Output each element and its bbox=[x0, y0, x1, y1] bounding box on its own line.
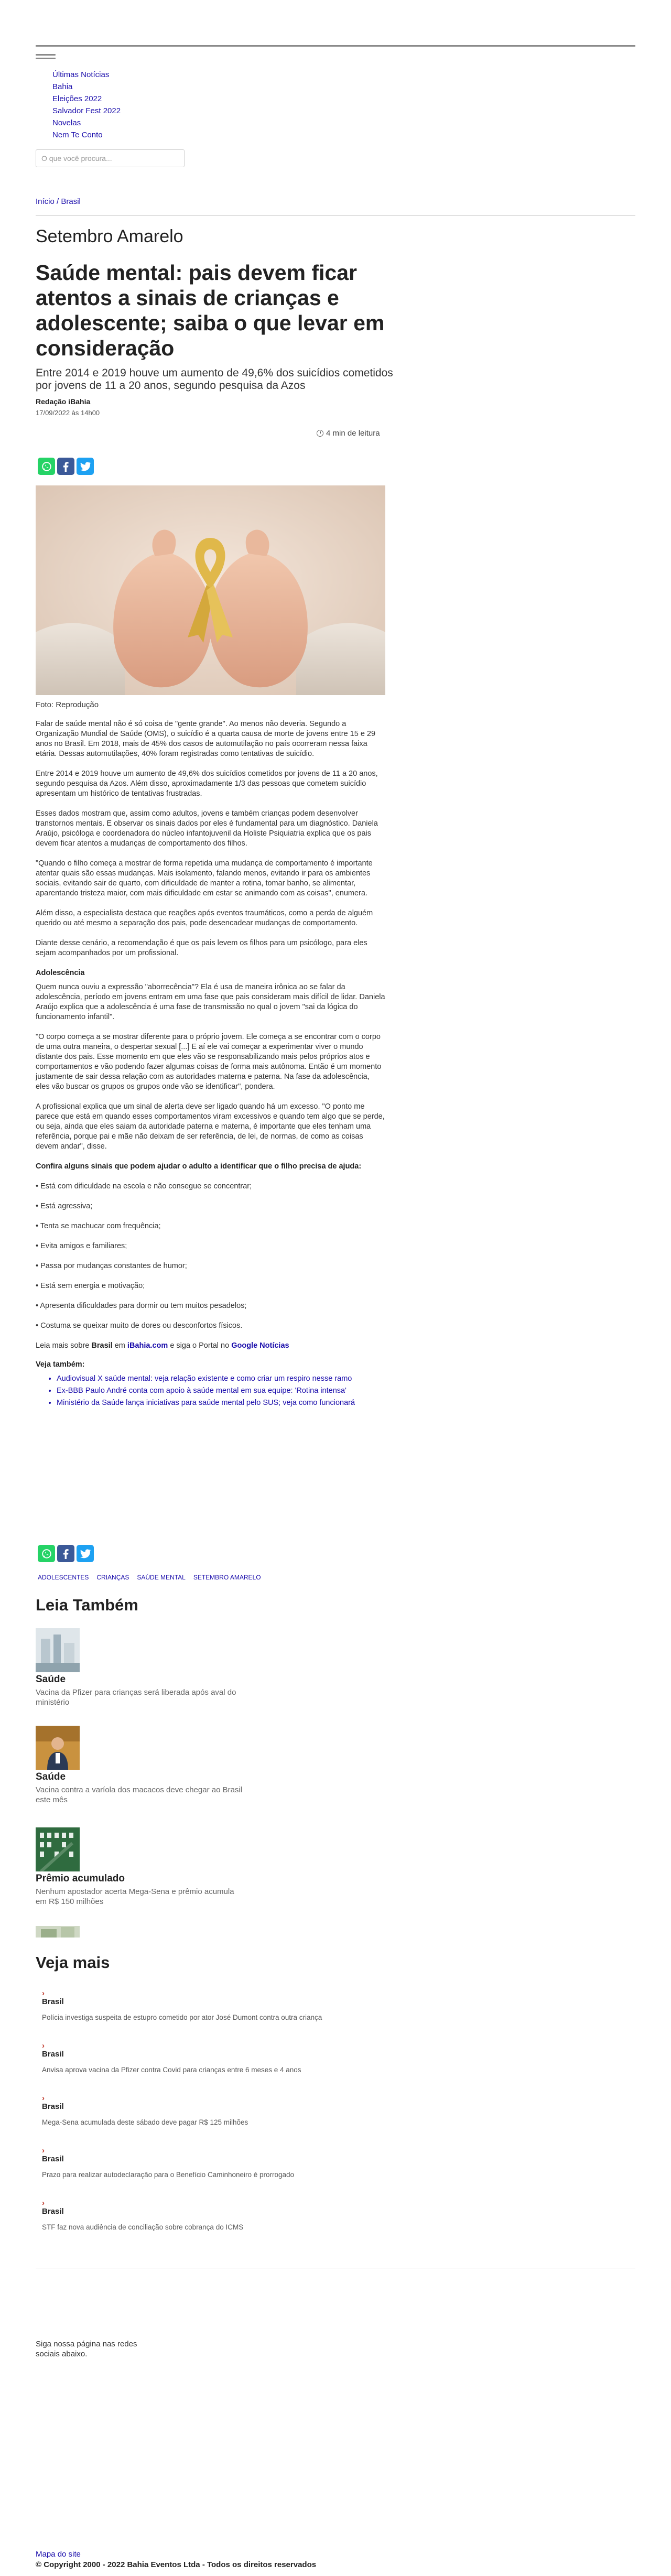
article-paragraph: Diante desse cenário, a recomendação é que os pais levem os filhos para um psicólogo, para eles sejam acompanhados por um profissional. bbox=[36, 939, 367, 957]
read-more-line bbox=[36, 1341, 385, 1351]
related-card[interactable] bbox=[36, 1628, 256, 1707]
list-item: • Passa por mudanças constantes de humor; bbox=[36, 1262, 187, 1270]
related-category: Prêmio acumulado bbox=[36, 1873, 125, 1884]
twitter-icon bbox=[80, 461, 91, 472]
list-item: • Apresenta dificuldades para dormir ou tem muitos pesadelos; bbox=[36, 1302, 247, 1310]
veja-mais-text[interactable]: Polícia investiga suspeita de estupro cometido por ator José Dumont contra outra criança bbox=[42, 2014, 322, 2021]
nav-item-salvador-fest[interactable] bbox=[52, 105, 121, 117]
tag-list bbox=[38, 1574, 261, 1581]
chevron-right-icon: › bbox=[42, 2146, 45, 2155]
nav-link[interactable]: Eleições 2022 bbox=[52, 94, 102, 103]
chevron-right-icon: › bbox=[42, 2041, 45, 2050]
breadcrumb-link[interactable]: Início / Brasil bbox=[36, 197, 81, 206]
veja-mais-category: Brasil bbox=[42, 1997, 64, 2006]
veja-mais-text[interactable]: STF faz nova audiência de conciliação sobre cobrança do ICMS bbox=[42, 2223, 244, 2231]
see-also-link[interactable]: Ministério da Saúde lança iniciativas para saúde mental pelo SUS; veja como funcionará bbox=[57, 1399, 355, 1407]
veja-mais-item[interactable] bbox=[42, 2147, 409, 2179]
article-subheading: Adolescência bbox=[36, 969, 85, 977]
brasil-link[interactable]: Brasil bbox=[91, 1341, 113, 1350]
article-paragraph: Entre 2014 e 2019 houve um aumento de 49,6% dos suicídios cometidos por jovens de 11 a 20 anos, segundo pesquisa da Azos. Além disso, aproximadamente 1/3 das pessoas que cometem suicídio apresentam um histórico de tentativas frustradas. bbox=[36, 770, 378, 798]
breadcrumb-divider bbox=[36, 215, 635, 216]
tag-link[interactable]: SAÚDE MENTAL bbox=[137, 1574, 186, 1581]
main-nav bbox=[52, 69, 121, 141]
article-paragraph: Esses dados mostram que, assim como adultos, jovens e também crianças podem desenvolver transtornos mentais. E observar os sinais dados por eles é fundamental para um diagnóstico. Daniela Araújo, psicóloga e coordenadora do núcleo infantojuvenil da Holiste Psiquiatria explica que os pais devem ficar atentos a mudanças de comportamento dos filhos. bbox=[36, 809, 378, 848]
nav-item-ultimas-noticias[interactable] bbox=[52, 69, 121, 81]
hands-ribbon-illustration bbox=[36, 485, 385, 695]
photo-caption: Foto: Reprodução bbox=[36, 700, 99, 709]
tag-link[interactable]: ADOLESCENTES bbox=[38, 1574, 89, 1581]
facebook-share-button[interactable] bbox=[57, 1545, 74, 1562]
read-time-label: 4 min de leitura bbox=[326, 429, 380, 438]
tag-link[interactable]: CRIANÇAS bbox=[96, 1574, 129, 1581]
whatsapp-share-button[interactable] bbox=[38, 1545, 55, 1562]
related-thumbnail[interactable] bbox=[36, 1827, 80, 1871]
related-category: Saúde bbox=[36, 1771, 66, 1782]
veja-mais-item[interactable] bbox=[42, 2095, 409, 2126]
veja-mais-category: Brasil bbox=[42, 2102, 64, 2111]
nav-link[interactable]: Novelas bbox=[52, 118, 81, 127]
article-body bbox=[36, 719, 385, 1409]
whatsapp-icon bbox=[41, 461, 52, 472]
article-headline: Saúde mental: pais devem ficar atentos a sinais de crianças e adolescente; saiba o que levar em consideração bbox=[36, 261, 385, 360]
nav-item-novelas[interactable] bbox=[52, 117, 121, 129]
nav-link[interactable]: Últimas Notícias bbox=[52, 70, 110, 79]
list-item: • Costuma se queixar muito de dores ou desconfortos físicos. bbox=[36, 1322, 243, 1330]
nav-item-nem-te-conto[interactable] bbox=[52, 129, 121, 141]
chevron-right-icon: › bbox=[42, 2094, 45, 2103]
article-paragraph: "Quando o filho começa a mostrar de forma repetida uma mudança de comportamento é importante atentar quais são essas mudanças. Mais isolamento, falando menos, evitando ir para os ambientes sociais, evitando sair de quarto, com dificuldade de manter a rotina, tomar banho, se alimentar, aparentando tristeza maior, com mais dificuldade em estar se animando com as coisas", enumera. bbox=[36, 859, 373, 897]
chevron-right-icon: › bbox=[42, 1989, 45, 1998]
read-more-in: em bbox=[114, 1341, 125, 1350]
list-item: • Está com dificuldade na escola e não consegue se concentrar; bbox=[36, 1182, 252, 1190]
article-paragraph: "O corpo começa a se mostrar diferente para o próprio jovem. Ele começa a se encontrar com o corpo de uma outra maneira, o despertar sexual [...] E aí ele vai começar a experimentar viver o mundo distante dos pais. Esse momento em que eles vão se responsabilizando mais pelos próprios atos e comportamentos e vão podendo fazer algumas coisas de forma mais autônoma. Então é um momento justamente de sair dessa relação com as autoridades materna e paterna. Na fase da adolescência, eles vão buscar os grupos os grupos onde vão se identificar", pondera. bbox=[36, 1033, 382, 1091]
related-text[interactable]: Vacina da Pfizer para crianças será liberada após aval do ministério bbox=[36, 1688, 236, 1707]
menu-icon[interactable] bbox=[36, 54, 56, 62]
related-thumbnail[interactable] bbox=[36, 1628, 80, 1672]
whatsapp-share-button[interactable] bbox=[38, 458, 55, 475]
article-subtitle: Entre 2014 e 2019 houve um aumento de 49,6% dos suicídios cometidos por jovens de 11 a 20 anos, segundo pesquisa da Azos bbox=[36, 367, 393, 392]
social-follow-text: Siga nossa página nas redes sociais abaixo. bbox=[36, 2340, 137, 2358]
related-text[interactable]: Nenhum apostador acerta Mega-Sena e prêmio acumula em R$ 150 milhões bbox=[36, 1887, 234, 1906]
see-also-item[interactable] bbox=[57, 1385, 385, 1397]
related-thumbnail[interactable] bbox=[36, 1726, 80, 1770]
article-paragraph: A profissional explica que um sinal de alerta deve ser ligado quando há um excesso. "O ponto me parece que está em quando esses comportamentos viram excessivos e quando tem algo que se perde, ou seja, ainda que eles saiam da autoridade paterna e materna, é importante que eles tenham uma referência, porque pai e mãe não deixam de ser referência, de lei, de normas, de como as coisas devem andar", disse. bbox=[36, 1102, 385, 1151]
header-divider bbox=[36, 45, 635, 47]
see-also-item[interactable] bbox=[57, 1373, 385, 1385]
see-also-item[interactable] bbox=[57, 1397, 385, 1409]
facebook-icon bbox=[61, 1548, 71, 1560]
read-time bbox=[317, 429, 380, 438]
see-also-list bbox=[36, 1373, 385, 1409]
article-author: Redação iBahia bbox=[36, 397, 91, 406]
related-text[interactable]: Vacina contra a varíola dos macacos deve chegar ao Brasil este mês bbox=[36, 1785, 243, 1804]
twitter-share-button[interactable] bbox=[77, 1545, 94, 1562]
related-thumbnail-partial[interactable] bbox=[36, 1926, 80, 1938]
sitemap-link-wrap bbox=[36, 2550, 81, 2559]
veja-mais-item[interactable] bbox=[42, 1990, 409, 2021]
nav-item-bahia[interactable] bbox=[52, 81, 121, 93]
veja-mais-item[interactable] bbox=[42, 2042, 409, 2074]
veja-mais-item[interactable] bbox=[42, 2200, 409, 2231]
related-category: Saúde bbox=[36, 1674, 66, 1685]
list-item: • Tenta se machucar com frequência; bbox=[36, 1222, 161, 1230]
facebook-share-button[interactable] bbox=[57, 458, 74, 475]
veja-mais-category: Brasil bbox=[42, 2050, 64, 2059]
share-bar-top bbox=[38, 458, 94, 475]
list-heading: Confira alguns sinais que podem ajudar o adulto a identificar que o filho precisa de ajuda: bbox=[36, 1162, 362, 1171]
article-photo bbox=[36, 485, 385, 695]
twitter-icon bbox=[80, 1549, 91, 1559]
google-news-link[interactable]: Google Notícias bbox=[231, 1341, 289, 1350]
veja-mais-text[interactable]: Anvisa aprova vacina da Pfizer contra Covid para crianças entre 6 meses e 4 anos bbox=[42, 2066, 301, 2074]
ibahia-link[interactable]: iBahia.com bbox=[127, 1341, 168, 1350]
list-item: • Evita amigos e familiares; bbox=[36, 1242, 127, 1250]
clock-icon bbox=[317, 430, 323, 437]
search-input[interactable] bbox=[36, 149, 185, 167]
see-also-link[interactable]: Ex-BBB Paulo André conta com apoio à saúde mental em sua equipe: 'Rotina intensa' bbox=[57, 1387, 347, 1395]
nav-link[interactable]: Bahia bbox=[52, 82, 73, 91]
read-more-follow: e siga o Portal no bbox=[170, 1341, 230, 1350]
read-more-prefix: Leia mais sobre bbox=[36, 1341, 90, 1350]
twitter-share-button[interactable] bbox=[77, 458, 94, 475]
nav-link[interactable]: Nem Te Conto bbox=[52, 131, 103, 139]
veja-mais-category: Brasil bbox=[42, 2207, 64, 2216]
facebook-icon bbox=[61, 461, 71, 472]
tag-link[interactable]: SETEMBRO AMARELO bbox=[193, 1574, 261, 1581]
list-item: • Está agressiva; bbox=[36, 1202, 93, 1210]
veja-mais-category: Brasil bbox=[42, 2155, 64, 2163]
copyright: © Copyright 2000 - 2022 Bahia Eventos Ltda - Todos os direitos reservados bbox=[36, 2560, 317, 2569]
share-bar-bottom bbox=[38, 1545, 94, 1562]
article-paragraph: Além disso, a especialista destaca que reações após eventos traumáticos, como a perda de alguém querido ou até mesmo a separação dos pais, pode desencadear mudanças de comportamento. bbox=[36, 909, 373, 927]
see-also-link[interactable]: Audiovisual X saúde mental: veja relação existente e como criar um respiro nesse ramo bbox=[57, 1374, 352, 1383]
related-card[interactable] bbox=[36, 1827, 256, 1907]
article-paragraph: Falar de saúde mental não é só coisa de "gente grande". Ao menos não deveria. Segundo a Organização Mundial de Saúde (OMS), o suicídio é a quarta causa de morte de jovens entre 15 e 29 anos no Brasil. Em 2018, mais de 45% dos casos de automutilação no país ocorreram nessa faixa etária. Dessas automutilações, 40% foram registradas como tentativas de suicídio. bbox=[36, 720, 376, 758]
article-date: 17/09/2022 às 14h00 bbox=[36, 409, 100, 417]
breadcrumb bbox=[36, 197, 81, 206]
nav-item-eleicoes[interactable] bbox=[52, 93, 121, 105]
veja-mais-text[interactable]: Prazo para realizar autodeclaração para o Benefício Caminhoneiro é prorrogado bbox=[42, 2171, 295, 2179]
nav-link[interactable]: Salvador Fest 2022 bbox=[52, 106, 121, 115]
whatsapp-icon bbox=[41, 1548, 52, 1560]
article-paragraph: Quem nunca ouviu a expressão "aborrecência"? Ela é usa de maneira irônica ao se falar da adolescência, período em jovens entram em uma fase que pais consideram mais difícil de lidar. Daniela Araújo explica que a adolescência é uma fase de transmissão no qual o jovem "sai da lógica do funcionamento infantil". bbox=[36, 983, 385, 1021]
section-title: Setembro Amarelo bbox=[36, 226, 183, 246]
veja-mais-title: Veja mais bbox=[36, 1953, 110, 1972]
sitemap-link[interactable]: Mapa do site bbox=[36, 2550, 81, 2559]
related-card[interactable] bbox=[36, 1726, 256, 1805]
list-item: • Está sem energia e motivação; bbox=[36, 1282, 145, 1290]
leia-tambem-title: Leia Também bbox=[36, 1596, 138, 1614]
chevron-right-icon: › bbox=[42, 2199, 45, 2207]
see-also-label: Veja também: bbox=[36, 1360, 85, 1369]
veja-mais-text[interactable]: Mega-Sena acumulada deste sábado deve pagar R$ 125 milhões bbox=[42, 2118, 248, 2126]
